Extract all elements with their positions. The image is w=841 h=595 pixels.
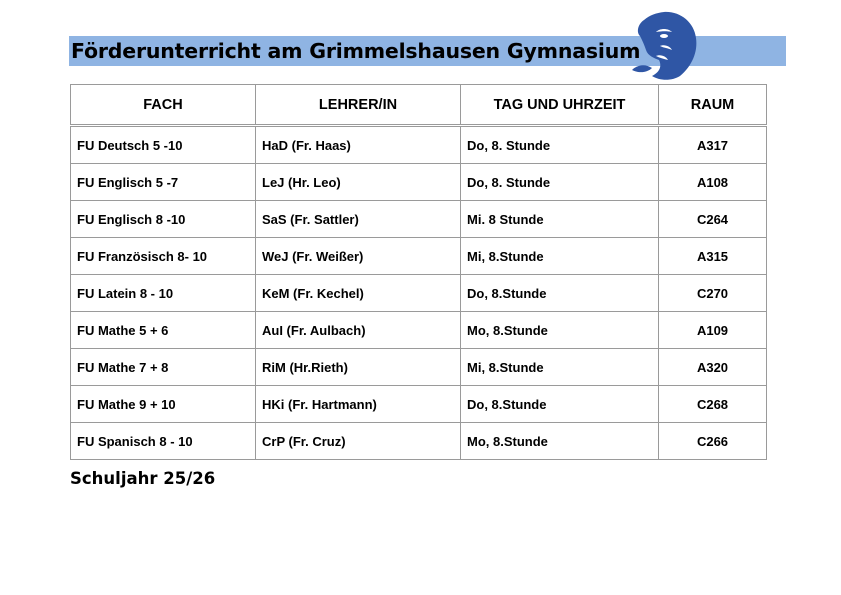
day-time-cell: Mi, 8.Stunde bbox=[461, 349, 659, 386]
teacher-cell: HaD (Fr. Haas) bbox=[256, 126, 461, 164]
room-cell: A320 bbox=[659, 349, 767, 386]
day-time-cell: Mo, 8.Stunde bbox=[461, 423, 659, 460]
subject-cell: FU Englisch 5 -7 bbox=[71, 164, 256, 201]
column-header-subject: FACH bbox=[71, 85, 256, 126]
school-year-label: Schuljahr 25/26 bbox=[70, 469, 216, 488]
table-row bbox=[71, 275, 767, 312]
teacher-cell: HKi (Fr. Hartmann) bbox=[256, 386, 461, 423]
day-time-cell: Do, 8. Stunde bbox=[461, 126, 659, 164]
teacher-cell: AuI (Fr. Aulbach) bbox=[256, 312, 461, 349]
table-row bbox=[71, 201, 767, 238]
day-time-cell: Mi. 8 Stunde bbox=[461, 201, 659, 238]
table-row bbox=[71, 386, 767, 423]
teacher-cell: RiM (Hr.Rieth) bbox=[256, 349, 461, 386]
room-cell: C266 bbox=[659, 423, 767, 460]
day-time-cell: Mi, 8.Stunde bbox=[461, 238, 659, 275]
day-time-cell: Do, 8.Stunde bbox=[461, 386, 659, 423]
subject-cell: FU Französisch 8- 10 bbox=[71, 238, 256, 275]
schedule-table bbox=[70, 84, 767, 460]
subject-cell: FU Spanisch 8 - 10 bbox=[71, 423, 256, 460]
room-cell: C270 bbox=[659, 275, 767, 312]
room-cell: C268 bbox=[659, 386, 767, 423]
table-row bbox=[71, 126, 767, 164]
column-header-day-time: TAG UND UHRZEIT bbox=[461, 85, 659, 126]
room-cell: A108 bbox=[659, 164, 767, 201]
teacher-cell: WeJ (Fr. Weißer) bbox=[256, 238, 461, 275]
day-time-cell: Do, 8.Stunde bbox=[461, 275, 659, 312]
table-row bbox=[71, 238, 767, 275]
subject-cell: FU Latein 8 - 10 bbox=[71, 275, 256, 312]
table-row bbox=[71, 349, 767, 386]
room-cell: A315 bbox=[659, 238, 767, 275]
table-row bbox=[71, 164, 767, 201]
table-row bbox=[71, 312, 767, 349]
teacher-cell: SaS (Fr. Sattler) bbox=[256, 201, 461, 238]
teacher-cell: KeM (Fr. Kechel) bbox=[256, 275, 461, 312]
subject-cell: FU Englisch 8 -10 bbox=[71, 201, 256, 238]
grimmelshausen-portrait-icon bbox=[626, 10, 700, 82]
subject-cell: FU Mathe 5 + 6 bbox=[71, 312, 256, 349]
subject-cell: FU Mathe 7 + 8 bbox=[71, 349, 256, 386]
day-time-cell: Mo, 8.Stunde bbox=[461, 312, 659, 349]
room-cell: A109 bbox=[659, 312, 767, 349]
page-title: Förderunterricht am Grimmelshausen Gymnasium bbox=[71, 39, 641, 63]
subject-cell: FU Mathe 9 + 10 bbox=[71, 386, 256, 423]
teacher-cell: CrP (Fr. Cruz) bbox=[256, 423, 461, 460]
table-row bbox=[71, 423, 767, 460]
room-cell: A317 bbox=[659, 126, 767, 164]
day-time-cell: Do, 8. Stunde bbox=[461, 164, 659, 201]
table-header-row bbox=[71, 85, 767, 126]
column-header-teacher: LEHRER/IN bbox=[256, 85, 461, 126]
column-header-room: RAUM bbox=[659, 85, 767, 126]
subject-cell: FU Deutsch 5 -10 bbox=[71, 126, 256, 164]
room-cell: C264 bbox=[659, 201, 767, 238]
teacher-cell: LeJ (Hr. Leo) bbox=[256, 164, 461, 201]
